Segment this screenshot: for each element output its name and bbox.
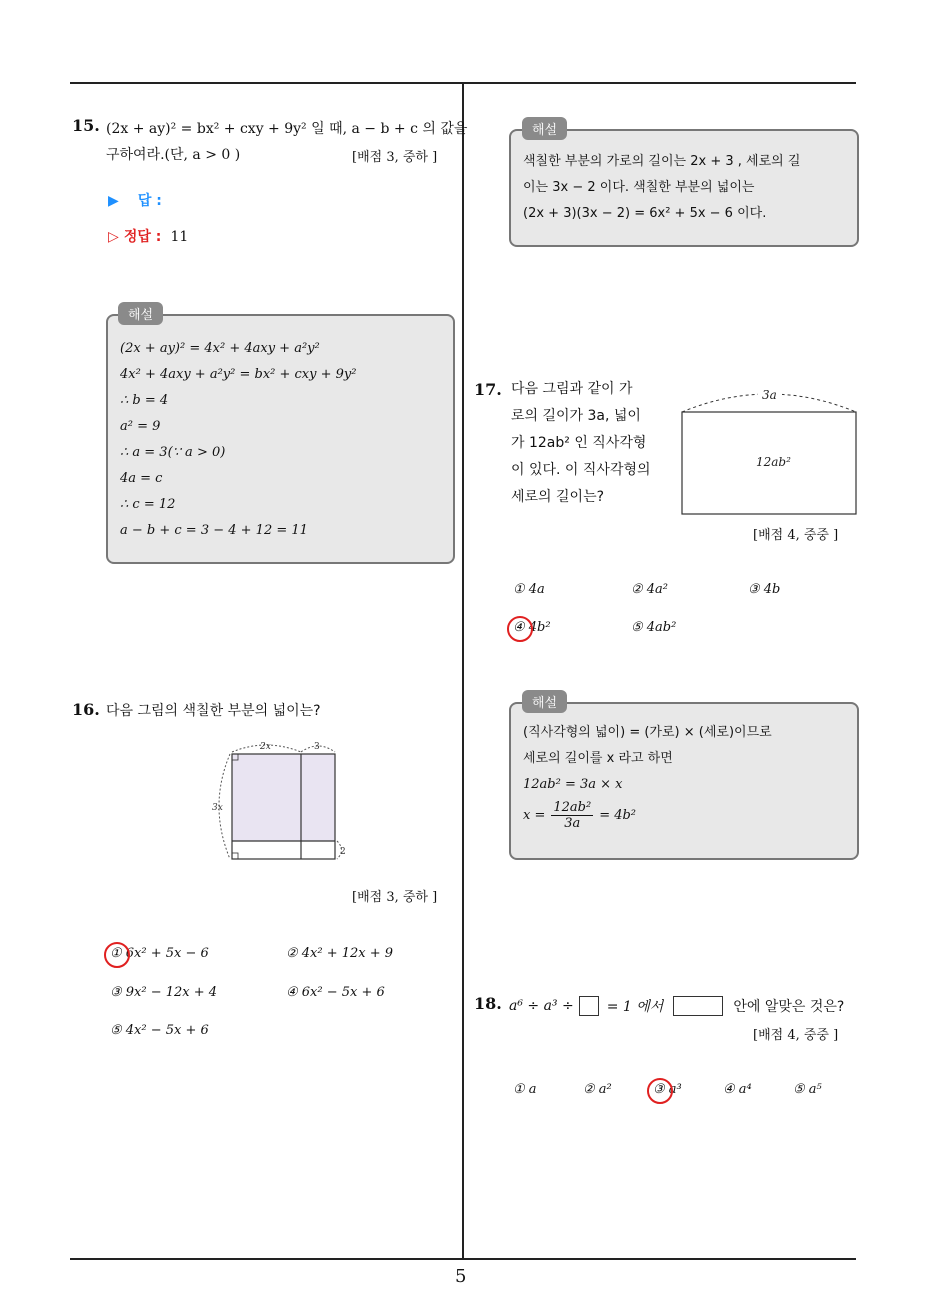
- q17-text-line: 가 12ab² 인 직사각형: [511, 435, 647, 451]
- q16-choice-2[interactable]: ② 4x² + 12x + 9: [286, 946, 394, 961]
- q16-sol-line: 이는 3x − 2 이다. 색칠한 부분의 넓이는: [523, 180, 755, 195]
- q17-fig-label-area: 12ab²: [756, 455, 791, 469]
- q17-sol-fraction: [523, 800, 772, 831]
- q17-frac-lhs: x =: [523, 808, 546, 823]
- q15-number: 15.: [72, 116, 100, 135]
- q15-solution-box: [106, 314, 455, 564]
- q16-choice-4[interactable]: ④ 6x² − 5x + 6: [286, 985, 385, 1000]
- q15-sol-line: a − b + c = 3 − 4 + 12 = 11: [120, 523, 308, 538]
- q17-choice-2[interactable]: ② 4a²: [631, 582, 669, 597]
- column-divider: [462, 82, 464, 1260]
- q18-score: [배점 4, 중중 ]: [753, 1028, 839, 1043]
- q16-fig-label-top-left: 2x: [260, 742, 271, 752]
- q17-text: [511, 376, 651, 511]
- q18-text-c: 안에 알맞은 것은?: [733, 999, 845, 1015]
- q17-text-line: 다음 그림과 같이 가: [511, 381, 633, 397]
- q17-number: 17.: [474, 380, 502, 399]
- q15-solution-tag: 해설: [118, 302, 163, 325]
- q15-text-line1: (2x + ay)² = bx² + cxy + 9y² 일 때, a − b + c 의 값을: [106, 121, 468, 137]
- q16-figure: [200, 736, 360, 866]
- q16-fig-label-left: 3x: [212, 803, 223, 813]
- q16-solution-tag: 해설: [522, 117, 567, 140]
- q15-sol-line: ∴ b = 4: [120, 393, 169, 408]
- q17-sol-line: 12ab² = 3a × x: [523, 777, 623, 792]
- q16-choice-3[interactable]: ③ 9x² − 12x + 4: [110, 985, 218, 1000]
- q18-text-b: = 1 에서: [606, 999, 664, 1015]
- q15-sol-line: a² = 9: [120, 419, 161, 434]
- q15-sol-line: ∴ c = 12: [120, 497, 176, 512]
- q15-correct-row: [108, 226, 188, 246]
- q16-marked-circle: [104, 942, 130, 968]
- q18-choice-5[interactable]: ⑤ a⁵: [793, 1082, 822, 1097]
- play-icon: ▶: [108, 193, 119, 209]
- q18-choice-2[interactable]: ② a²: [583, 1082, 612, 1097]
- q17-figure: [676, 380, 862, 520]
- q18-text-a: a⁶ ÷ a³ ÷: [509, 998, 574, 1014]
- q16-solution-box: [509, 129, 859, 247]
- outline-triangle-icon: ▷: [108, 229, 119, 245]
- q17-choice-5[interactable]: ⑤ 4ab²: [631, 620, 677, 635]
- q16-sol-line: 색칠한 부분의 가로의 길이는 2x + 3 , 세로의 길: [523, 154, 801, 169]
- q17-choice-4[interactable]: ④ 4b²: [513, 620, 551, 635]
- q17-frac-den: 3a: [564, 816, 581, 831]
- q17-choice-3[interactable]: ③ 4b: [748, 582, 781, 597]
- q17-solution-tag: 해설: [522, 690, 567, 713]
- q15-sol-line: ∴ a = 3(∵ a > 0): [120, 445, 226, 460]
- q17-text-line: 이 있다. 이 직사각형의: [511, 462, 651, 478]
- q17-sol-line: 세로의 길이를 x 라고 하면: [523, 751, 673, 766]
- q17-marked-circle: [507, 616, 533, 642]
- q18-text: [509, 996, 844, 1016]
- q17-text-line: 세로의 길이는?: [511, 489, 605, 505]
- q16-fig-label-top-right: 3: [314, 742, 320, 752]
- bottom-rule: [70, 1258, 856, 1260]
- q16-sol-line: (2x + 3)(3x − 2) = 6x² + 5x − 6 이다.: [523, 206, 767, 221]
- q15-sol-line: 4x² + 4axy + a²y² = bx² + cxy + 9y²: [120, 367, 357, 382]
- q15-correct-label: 정답 :: [123, 229, 162, 245]
- q15-sol-line: (2x + ay)² = 4x² + 4axy + a²y²: [120, 341, 320, 356]
- q15-score: [배점 3, 중하 ]: [352, 150, 438, 165]
- q15-correct-value: 11: [170, 229, 189, 245]
- q18-choice-4[interactable]: ④ a⁴: [723, 1082, 752, 1097]
- q18-answer-blank: [673, 996, 723, 1016]
- q16-score: [배점 3, 중하 ]: [352, 890, 438, 905]
- q17-text-line: 로의 길이가 3a, 넓이: [511, 408, 641, 424]
- q15-sol-line: 4a = c: [120, 471, 163, 486]
- q16-choice-5[interactable]: ⑤ 4x² − 5x + 6: [110, 1023, 209, 1038]
- q15-answer-row: [108, 190, 162, 210]
- q17-choice-1[interactable]: ① 4a: [513, 582, 545, 597]
- q17-sol-line: (직사각형의 넓이) = (가로) × (세로)이므로: [523, 725, 772, 740]
- q18-choice-3[interactable]: ③ a³: [653, 1082, 682, 1097]
- q15-text-line2: 구하여라.(단, a > 0 ): [106, 147, 241, 163]
- q16-text: 다음 그림의 색칠한 부분의 넓이는?: [106, 703, 321, 719]
- q15-answer-label: 답 :: [137, 193, 162, 209]
- q17-frac-num: 12ab²: [553, 800, 592, 815]
- q17-score: [배점 4, 중중 ]: [753, 528, 839, 543]
- q17-solution-box: [509, 702, 859, 860]
- page-number: 5: [455, 1266, 467, 1287]
- q18-choice-1[interactable]: ① a: [513, 1082, 537, 1097]
- q17-fig-label-top: 3a: [762, 388, 777, 402]
- q16-fig-label-right: 2: [340, 847, 346, 857]
- q18-small-blank: [579, 996, 599, 1016]
- q18-marked-circle: [647, 1078, 673, 1104]
- q18-number: 18.: [474, 994, 502, 1013]
- q17-frac-rhs: = 4b²: [599, 808, 637, 823]
- q16-choice-1[interactable]: ① 6x² + 5x − 6: [110, 946, 209, 961]
- q16-number: 16.: [72, 700, 100, 719]
